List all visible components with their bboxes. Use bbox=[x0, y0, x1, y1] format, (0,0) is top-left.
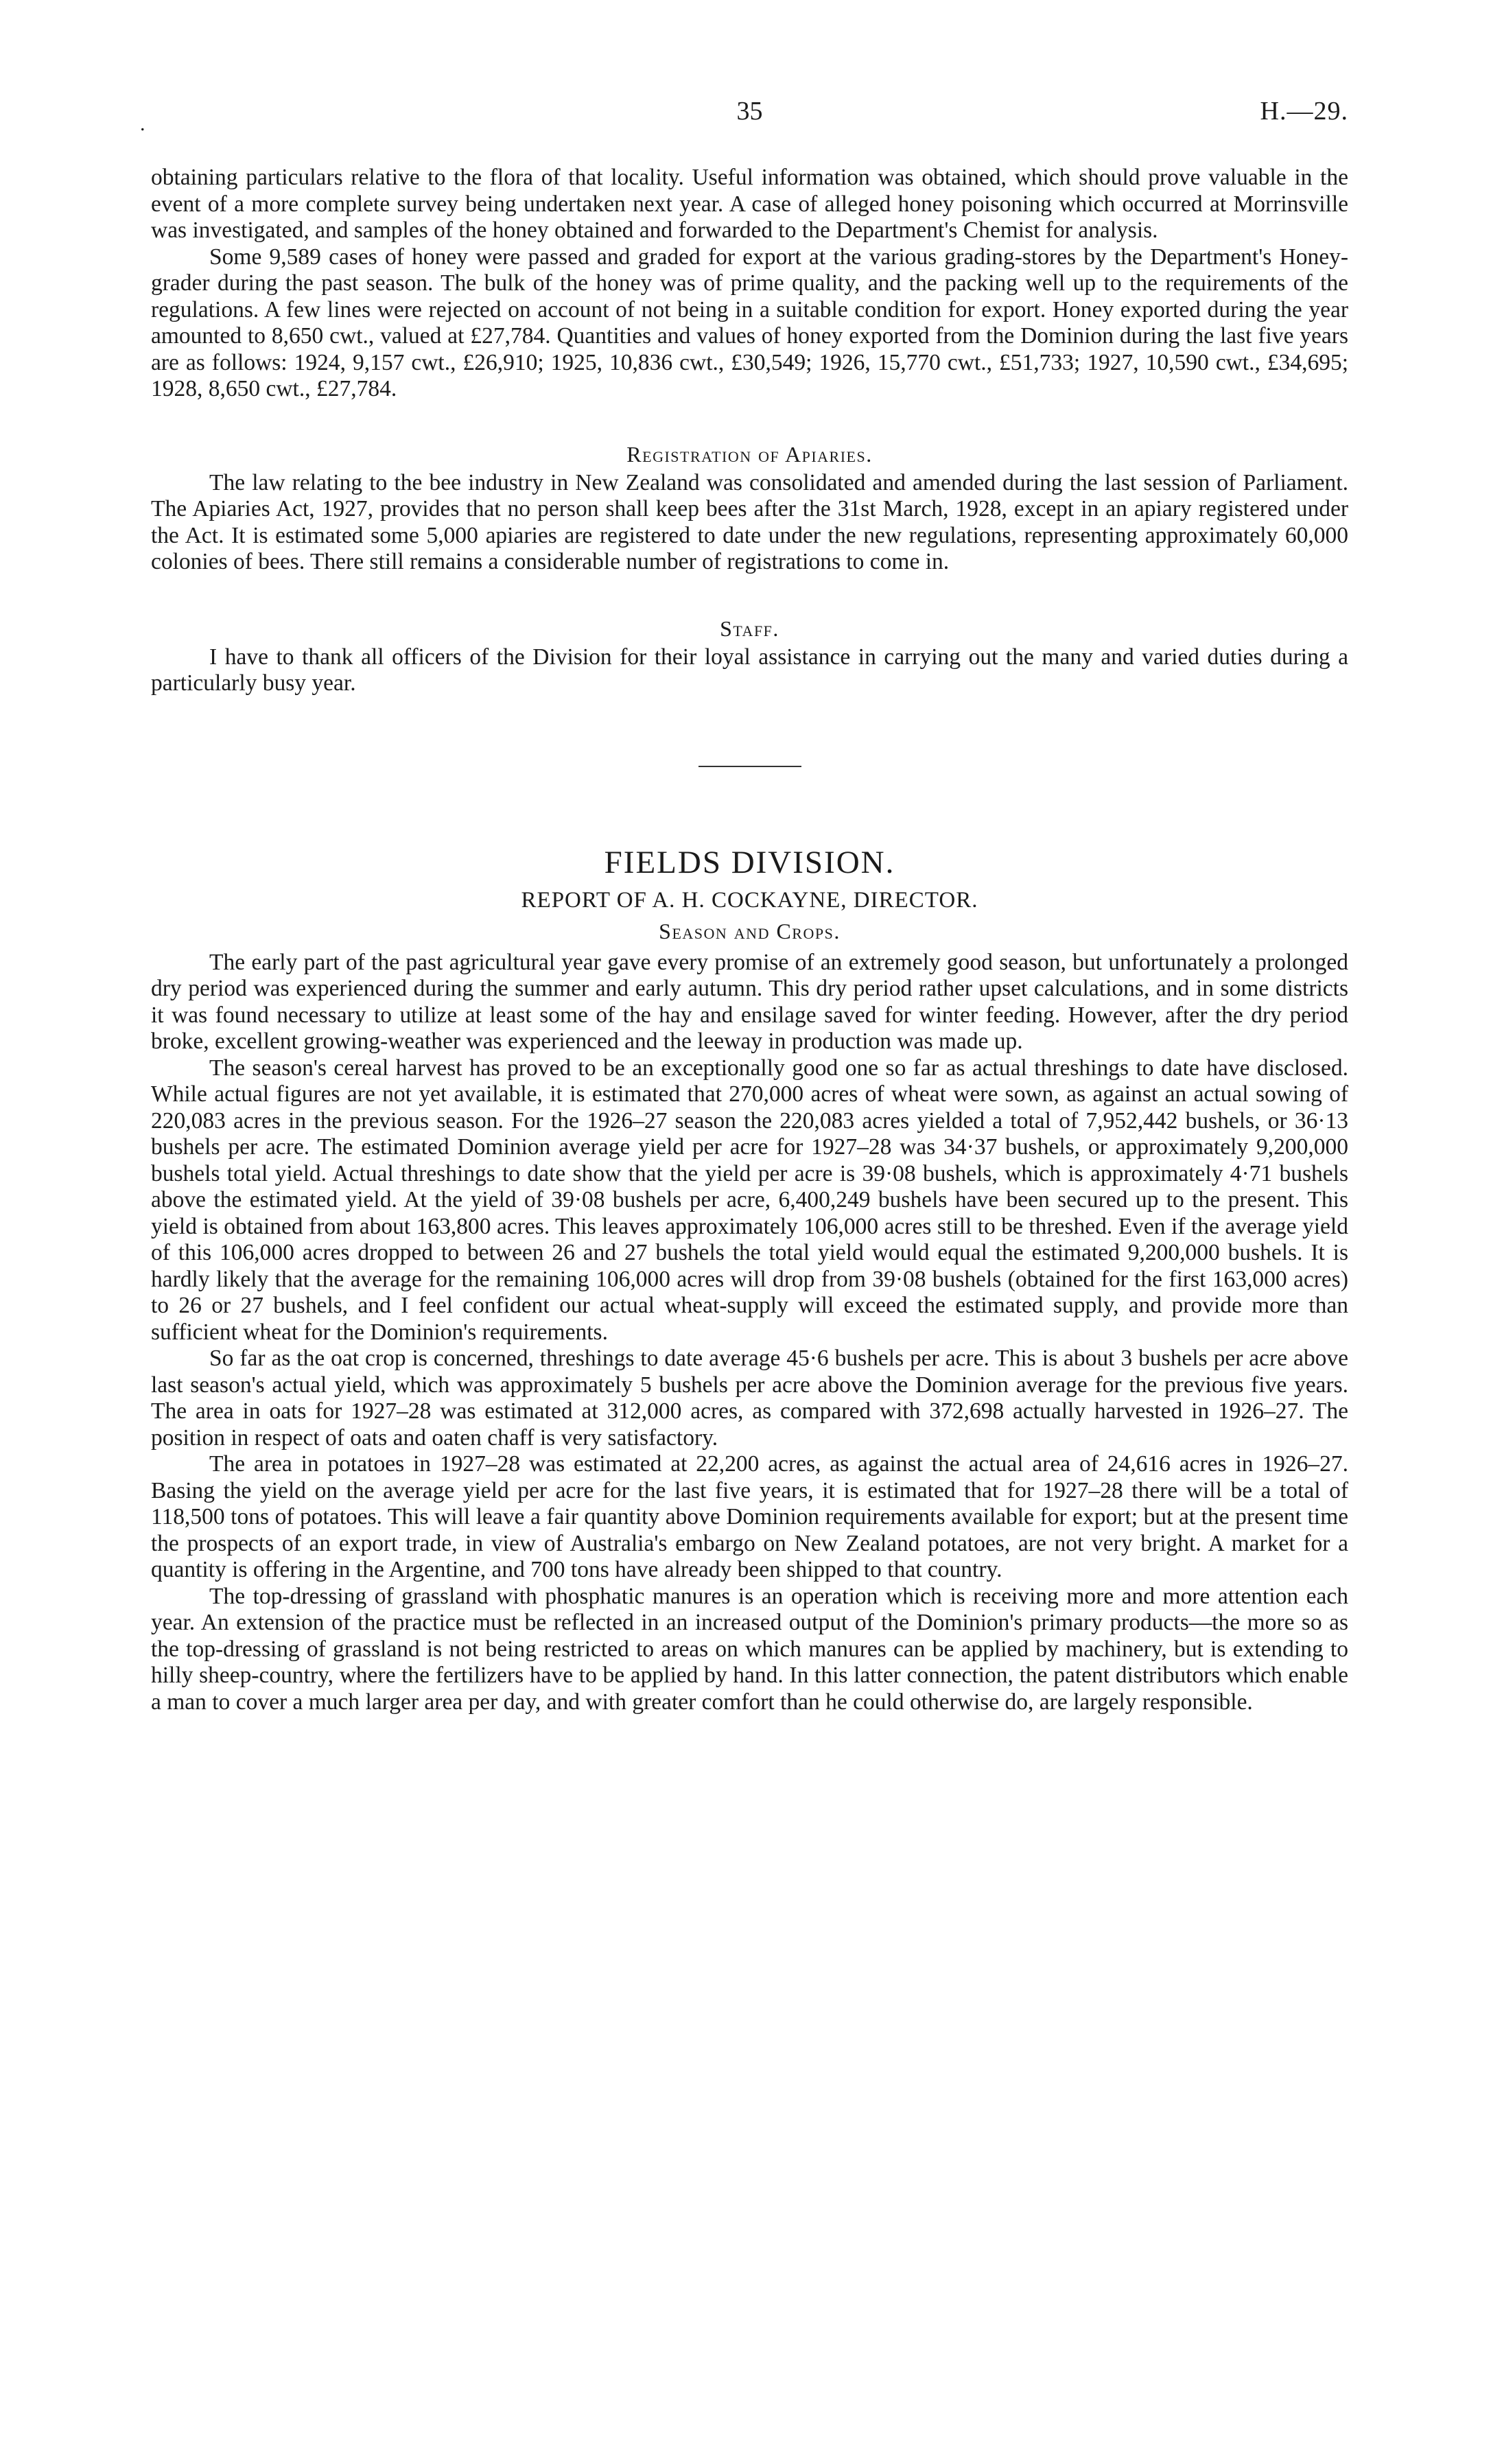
registration-heading: Registration of Apiaries. bbox=[626, 441, 873, 467]
season-crops-heading: Season and Crops. bbox=[659, 918, 841, 943]
report-title: REPORT OF A. H. COCKAYNE, DIRECTOR. bbox=[521, 887, 978, 913]
oat-crop-paragraph: So far as the oat crop is concerned, threshings to date average 45·6 bushels per acre. This is about 3 bushels per acre above last season's actual yield, which was approximately 5 bushels per acre above the Dominion average for the previous five years. The area in oats for 1927–28 was estimated at 312,000 acres, as compared with 372,698 actually harvested in 1926–27. The position in respect of oats and oaten chaff is very satisfactory. bbox=[151, 1346, 1348, 1451]
document-reference: H.—29. bbox=[1260, 97, 1348, 126]
continuation-paragraph: obtaining particulars relative to the flora of that locality. Useful information was obtained, which should prove valuable in the event of a more complete survey being undertaken next year. A case of alleged honey poisoning which occurred at Morrinsville was investigated, and samples of the honey obtained and forwarded to the Department's Chemist for analysis. bbox=[151, 165, 1348, 243]
running-header bbox=[140, 96, 1348, 137]
page-number: 35 bbox=[736, 97, 763, 126]
honey-export-paragraph: Some 9,589 cases of honey were passed and graded for export at the various grading-stores by the Department's Honey-grader during the past season. The bulk of the honey was of prime quality, and the packing well up to the requirements of the regulations. A few lines were rejected on account of not being in a suitable condition for export. Honey exported during the year amounted to 8,650 cwt., valued at £27,784. Quantities and values of honey exported from the Dominion during the last five years are as follows: 1924, 9,157 cwt., £26,910; 1925, 10,836 cwt., £30,549; 1926, 15,770 cwt., £51,733; 1927, 10,590 cwt., £34,695; 1928, 8,650 cwt., £27,784. bbox=[151, 244, 1348, 401]
registration-paragraph: The law relating to the bee industry in New Zealand was consolidated and amended during the last session of Parliament. The Apiaries Act, 1927, provides that no person shall keep bees after the 31st March, 1928, except in an apiary registered under the Act. It is estimated some 5,000 apiaries are registered to date under the new regulations, representing approximately 60,000 colonies of bees. There still remains a considerable number of registrations to come in. bbox=[151, 469, 1348, 574]
cereal-harvest-paragraph: The season's cereal harvest has proved to be an exceptionally good one so far as actual threshings to date have disclosed. While actual figures are not yet available, it is estimated that 270,000 acres of wheat were sown, as against an actual sowing of 220,083 acres in the previous season. For the 1926–27 season the 220,083 acres yielded a total of 7,952,442 bushels, or 36·13 bushels per acre. The estimated Dominion average yield per acre for 1927–28 was 34·37 bushels, or approximately 9,200,000 bushels total yield. Actual threshings to date show that the yield per acre is 39·08 bushels, which is approximately 4·71 bushels above the estimated yield. At the yield of 39·08 bushels per acre, 6,400,249 bushels have been secured up to the present. This yield is obtained from about 163,800 acres. This leaves approximately 106,000 acres still to be threshed. Even if the average yield of this 106,000 acres dropped to between 26 and 27 bushels the total yield would equal the estimated 9,200,000 bushels. It is hardly likely that the average for the remaining 106,000 acres will drop from 39·08 bushels (obtained for the first 163,000 acres) to 26 or 27 bushels, and I feel confident our actual wheat-supply will exceed the estimated supply, and provide more than sufficient wheat for the Dominion's requirements. bbox=[151, 1055, 1348, 1345]
division-title: FIELDS DIVISION. bbox=[604, 844, 895, 880]
document-page bbox=[140, 96, 1348, 1715]
season-paragraph: The early part of the past agricultural year gave every promise of an extremely good season, but unfortunately a prolonged dry period was experienced during the summer and early autumn. This dry period rather upset calculations, and in some districts it was found necessary to utilize at least some of the hay and ensilage saved for winter feeding. However, after the dry period broke, excellent growing-weather was experienced and the leeway in production was made up. bbox=[151, 949, 1348, 1054]
section-divider bbox=[698, 766, 801, 767]
staff-heading: Staff. bbox=[720, 615, 779, 641]
top-dressing-paragraph: The top-dressing of grassland with phosphatic manures is an operation which is receiving more and more attention each year. An extension of the practice must be reflected in an increased output of the Dominion's primary products—the more so as the top-dressing of grassland is not being restricted to areas on which manures can be applied by machinery, but is extending to hilly sheep-country, where the fertilizers have to be applied by hand. In this latter connection, the patent distributors which enable a man to cover a much larger area per day, and with greater comfort than he could otherwise do, are largely responsible. bbox=[151, 1583, 1348, 1715]
staff-paragraph: I have to thank all officers of the Division for their loyal assistance in carrying out the many and varied duties during a particularly busy year. bbox=[151, 644, 1348, 696]
header-dot: . bbox=[140, 113, 145, 135]
potato-paragraph: The area in potatoes in 1927–28 was estimated at 22,200 acres, as against the actual area of 24,616 acres in 1926–27. Basing the yield on the average yield per acre for the last five years, it is estimated that for 1927–28 there will be a total of 118,500 tons of potatoes. This will leave a fair quantity above Dominion requirements available for export; but at the present time the prospects of an export trade, in view of Australia's embargo on New Zealand potatoes, are not very bright. A market for a quantity is offering in the Argentine, and 700 tons have already been shipped to that country. bbox=[151, 1451, 1348, 1582]
